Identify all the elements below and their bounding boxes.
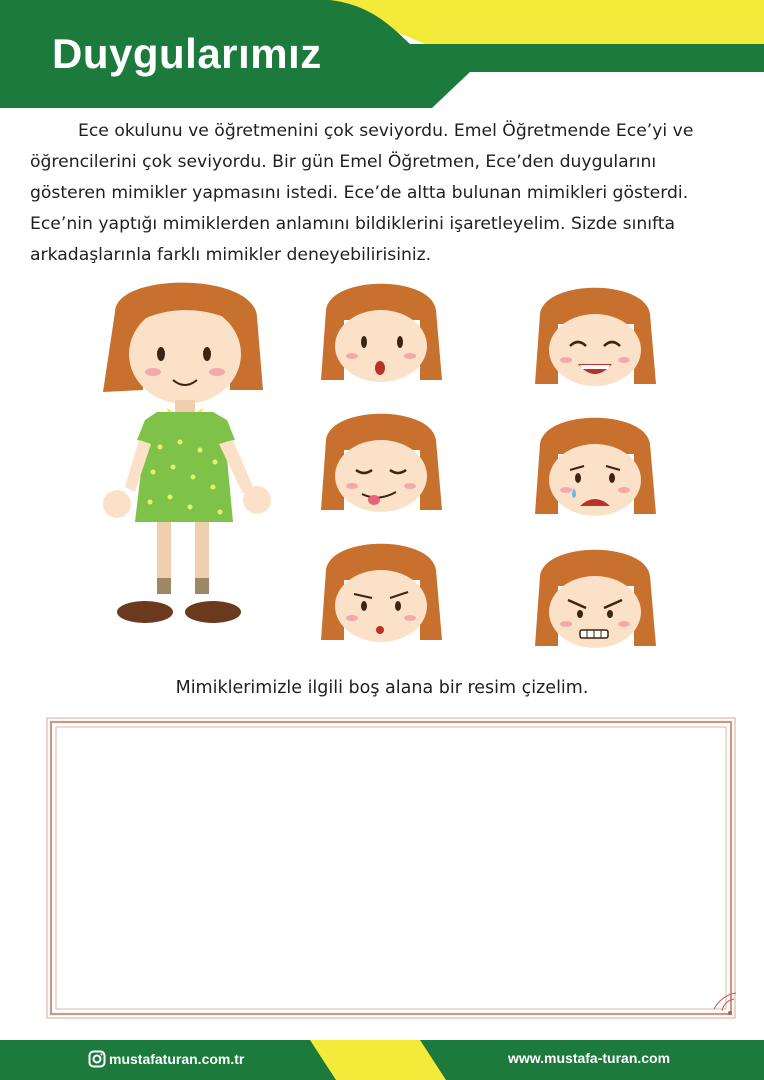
girl-illustration (95, 272, 280, 632)
website-link[interactable]: www.mustafa-turan.com (508, 1050, 671, 1066)
page-title: Duygularımız (52, 30, 322, 77)
drawing-area[interactable] (46, 717, 736, 1019)
corner-ornament-icon (714, 993, 736, 1015)
footer-banner (0, 1040, 764, 1080)
instagram-icon (88, 1050, 106, 1068)
face-sad-crying (530, 414, 660, 520)
header-banner (0, 0, 764, 110)
face-confused (316, 540, 446, 646)
instagram-handle-text: mustafaturan.com.tr (109, 1051, 245, 1067)
instagram-handle[interactable] (88, 1050, 244, 1068)
face-angry (530, 546, 660, 652)
drawing-instruction: Mimiklerimizle ilgili boş alana bir resim çizelim. (175, 678, 589, 698)
face-surprised (316, 280, 446, 386)
face-happy (530, 284, 660, 390)
face-silly-wink (316, 410, 446, 516)
intro-paragraph: Ece okulunu ve öğretmenini çok seviyordu. Emel Öğretmende Ece’yi ve öğrencilerini çok seviyordu. Bir gün Emel Öğretmen, Ece’den duygularını gösteren mimikler yapmasını istedi. Ece’de altta bulunan mimikleri gösterdi. Ece’nin yaptığı mimiklerden anlamını bildiklerini işaretleyelim. Sizde sınıfta arkadaşlarınla farklı mimikler deneyebilirisiniz. (30, 121, 694, 265)
